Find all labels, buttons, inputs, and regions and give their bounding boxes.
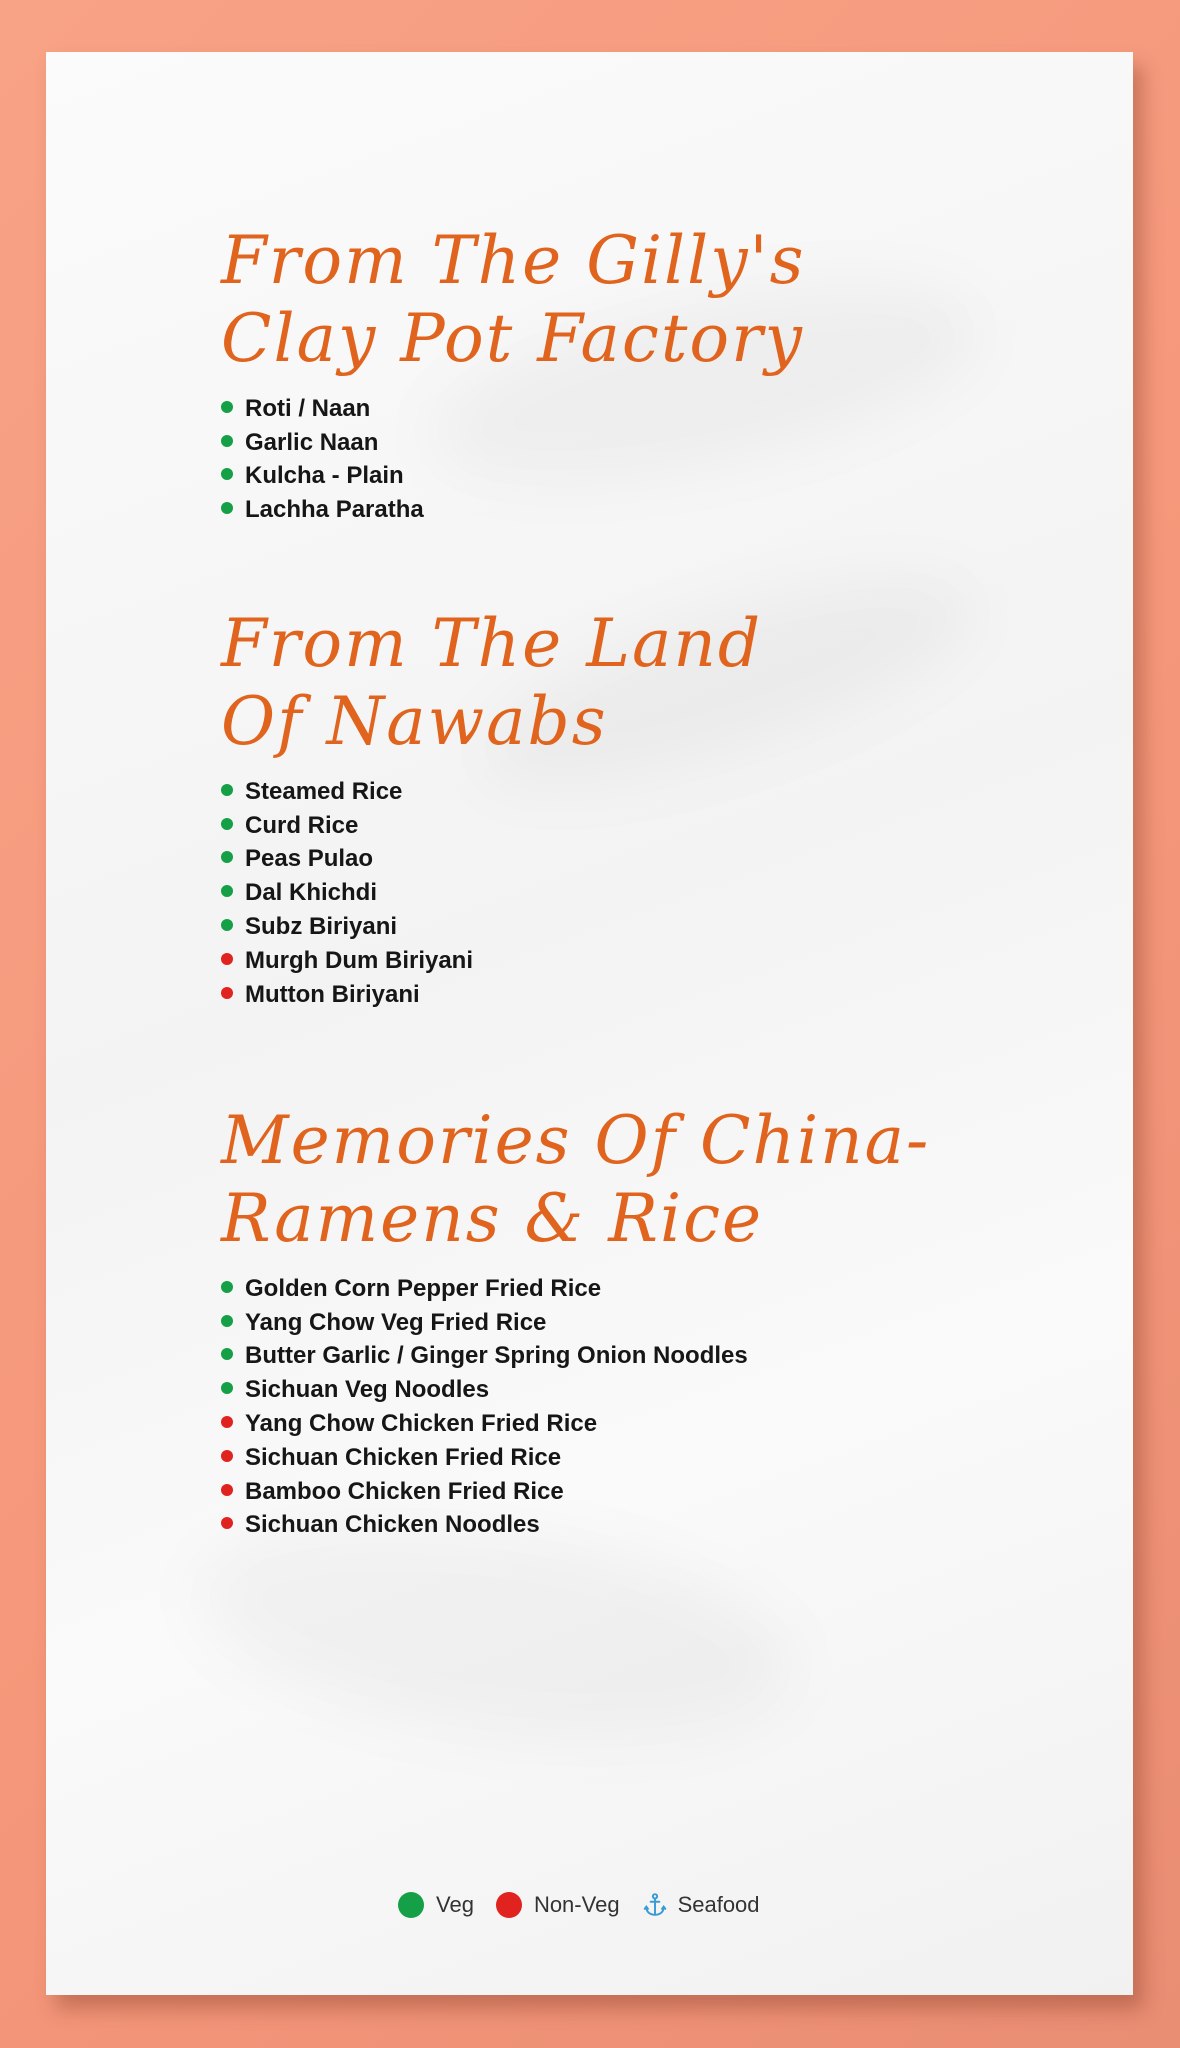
menu-item [221, 775, 762, 809]
non-veg-dot-icon [221, 1416, 233, 1428]
legend-seafood-label: Seafood [677, 1892, 760, 1917]
section-heading [221, 605, 762, 761]
section-heading [221, 1102, 930, 1258]
section-heading-line: From The Land [221, 605, 763, 682]
menu-item-name: Sichuan Chicken Noodles [245, 1511, 540, 1539]
menu-item [221, 1475, 930, 1509]
section-heading-line: Memories Of China- [221, 1102, 931, 1179]
menu-item [221, 426, 806, 460]
legend-veg [398, 1892, 474, 1918]
veg-dot-icon [221, 468, 233, 480]
veg-dot-icon [221, 885, 233, 897]
menu-item-name: Kulcha - Plain [245, 462, 404, 490]
menu-item [221, 910, 762, 944]
menu-item-name: Peas Pulao [245, 845, 374, 873]
menu-item-name: Curd Rice [245, 811, 359, 839]
veg-dot-icon [221, 784, 233, 796]
menu-item [221, 1373, 930, 1407]
menu-section-nawabs [221, 605, 762, 1012]
section-heading-line: Ramens & Rice [221, 1180, 764, 1257]
legend-veg-label: Veg [436, 1892, 474, 1917]
section-heading-line: From The Gilly's [221, 222, 806, 299]
menu-item [221, 493, 806, 527]
section-heading-line: Of Nawabs [221, 683, 608, 760]
menu-item-list [221, 392, 806, 527]
veg-dot-icon [221, 851, 233, 863]
menu-item-name: Yang Chow Chicken Fried Rice [245, 1410, 598, 1438]
menu-item [221, 1407, 930, 1441]
menu-item-name: Dal Khichdi [245, 879, 378, 907]
non-veg-dot-icon [221, 1484, 233, 1496]
non-veg-dot-icon [221, 987, 233, 999]
non-veg-dot-icon [221, 953, 233, 965]
legend-non-veg-label: Non-Veg [533, 1892, 620, 1917]
veg-dot-icon [221, 818, 233, 830]
veg-dot-icon [221, 1281, 233, 1293]
legend-non-veg [496, 1892, 620, 1918]
anchor-icon [642, 1892, 668, 1918]
menu-item [221, 392, 806, 426]
menu-section-clay-pot [221, 222, 806, 527]
menu-item-name: Subz Biriyani [245, 913, 398, 941]
menu-item-list [221, 775, 762, 1012]
menu-item-list [221, 1272, 930, 1542]
legend-seafood [642, 1892, 760, 1918]
menu-item [221, 978, 762, 1012]
menu-item-name: Steamed Rice [245, 777, 403, 805]
veg-dot-icon [221, 1315, 233, 1327]
menu-item [221, 1306, 930, 1340]
menu-item [221, 1272, 930, 1306]
menu-item-name: Bamboo Chicken Fried Rice [245, 1477, 564, 1505]
menu-item [221, 944, 762, 978]
menu-item [221, 1509, 930, 1543]
menu-item [221, 809, 762, 843]
menu-item [221, 1441, 930, 1475]
menu-item-name: Yang Chow Veg Fried Rice [245, 1308, 547, 1336]
menu-item [221, 1340, 930, 1374]
veg-dot-icon [398, 1892, 424, 1918]
menu-item-name: Sichuan Veg Noodles [245, 1376, 490, 1404]
menu-item-name: Mutton Biriyani [245, 980, 420, 1008]
veg-dot-icon [221, 919, 233, 931]
veg-dot-icon [221, 435, 233, 447]
non-veg-dot-icon [221, 1517, 233, 1529]
diet-legend [398, 1892, 782, 1918]
menu-item-name: Lachha Paratha [245, 496, 424, 524]
menu-item-name: Garlic Naan [245, 428, 379, 456]
menu-item-name: Roti / Naan [245, 394, 371, 422]
menu-item [221, 460, 806, 494]
menu-item-name: Golden Corn Pepper Fried Rice [245, 1274, 602, 1302]
menu-item [221, 843, 762, 877]
veg-dot-icon [221, 1348, 233, 1360]
menu-item-name: Murgh Dum Biriyani [245, 946, 474, 974]
veg-dot-icon [221, 401, 233, 413]
menu-section-china [221, 1102, 930, 1542]
section-heading-line: Clay Pot Factory [221, 300, 804, 377]
menu-item-name: Sichuan Chicken Fried Rice [245, 1443, 562, 1471]
section-heading [221, 222, 806, 378]
veg-dot-icon [221, 502, 233, 514]
non-veg-dot-icon [221, 1450, 233, 1462]
menu-card [46, 52, 1133, 1995]
menu-item-name: Butter Garlic / Ginger Spring Onion Noodles [245, 1342, 748, 1370]
menu-item [221, 876, 762, 910]
non-veg-dot-icon [496, 1892, 522, 1918]
veg-dot-icon [221, 1382, 233, 1394]
